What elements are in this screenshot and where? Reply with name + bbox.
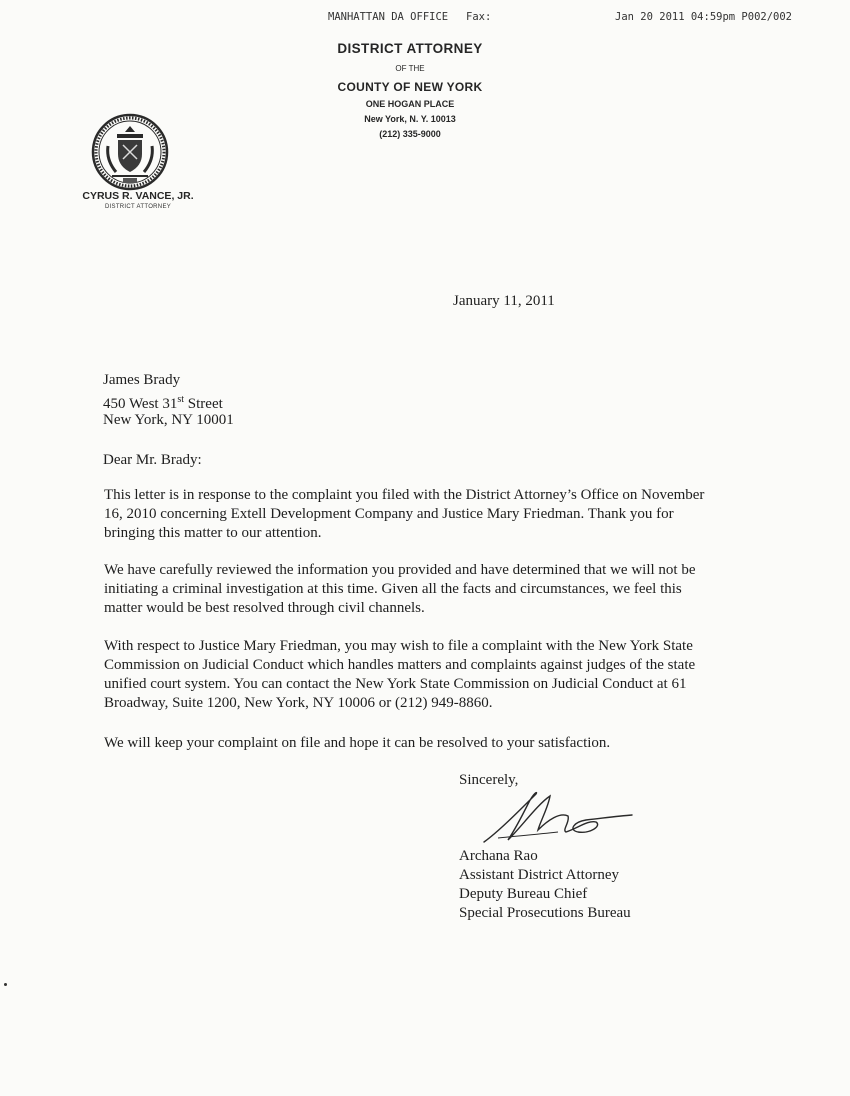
signatory-name: Archana Rao bbox=[459, 848, 538, 864]
paragraph-line: Commission on Judicial Conduct which handles matters and complaints against judges of the state bbox=[104, 657, 696, 673]
scan-speck bbox=[4, 983, 7, 986]
street-name: Street bbox=[184, 396, 223, 412]
city-seal-icon bbox=[90, 112, 170, 192]
signatory-title: Assistant District Attorney bbox=[459, 867, 619, 883]
letter-date: January 11, 2011 bbox=[453, 293, 555, 309]
paragraph-line: With respect to Justice Mary Friedman, you may wish to file a complaint with the New York State bbox=[104, 638, 693, 654]
recipient-city: New York, NY 10001 bbox=[103, 412, 234, 428]
letterhead-office: DISTRICT ATTORNEY bbox=[337, 41, 483, 56]
letterhead-phone: (212) 335-9000 bbox=[379, 129, 441, 139]
paragraph-line: We have carefully reviewed the information you provided and have determined that we will not be bbox=[104, 562, 696, 578]
paragraph-line: We will keep your complaint on file and hope it can be resolved to your satisfaction. bbox=[104, 735, 611, 751]
paragraph-line: This letter is in response to the complaint you filed with the District Attorney’s Office on November bbox=[104, 487, 705, 503]
letterhead-county: COUNTY OF NEW YORK bbox=[337, 80, 483, 94]
paragraph-line: 16, 2010 concerning Extell Development Company and Justice Mary Friedman. Thank you for bbox=[104, 506, 674, 522]
district-attorney-name: CYRUS R. VANCE, JR. bbox=[82, 190, 194, 202]
paragraph bbox=[104, 561, 744, 618]
signatory-title: Deputy Bureau Chief bbox=[459, 886, 588, 902]
closing: Sincerely, bbox=[459, 772, 519, 788]
letterhead-of: OF THE bbox=[395, 64, 425, 73]
letterhead-city: New York, N. Y. 10013 bbox=[364, 114, 456, 124]
fax-timestamp: Jan 20 2011 04:59pm P002/002 bbox=[615, 11, 793, 23]
paragraph-line: matter would be best resolved through civil channels. bbox=[104, 600, 425, 616]
street-suffix: st bbox=[177, 394, 185, 405]
paragraph bbox=[104, 637, 744, 713]
salutation: Dear Mr. Brady: bbox=[103, 452, 202, 468]
fax-label: Fax: bbox=[466, 11, 492, 23]
signatory-title: Special Prosecutions Bureau bbox=[459, 905, 631, 921]
paragraph-line: bringing this matter to our attention. bbox=[104, 525, 322, 541]
paragraph-line: Broadway, Suite 1200, New York, NY 10006 or (212) 949-8860. bbox=[104, 695, 493, 711]
signature-icon bbox=[478, 782, 638, 852]
paragraph-line: unified court system. You can contact the New York State Commission on Judicial Conduct at 61 bbox=[104, 676, 687, 692]
recipient-name: James Brady bbox=[103, 372, 181, 388]
letterhead-street: ONE HOGAN PLACE bbox=[365, 99, 455, 109]
paragraph-line: initiating a criminal investigation at this time. Given all the facts and circumstances, we feel this bbox=[104, 581, 682, 597]
recipient-street bbox=[103, 394, 223, 413]
paragraph bbox=[104, 486, 744, 543]
paragraph bbox=[104, 734, 744, 753]
fax-sender: MANHATTAN DA OFFICE bbox=[328, 11, 449, 23]
district-attorney-title: DISTRICT ATTORNEY bbox=[104, 204, 172, 210]
street-number: 450 West 31 bbox=[103, 396, 178, 412]
